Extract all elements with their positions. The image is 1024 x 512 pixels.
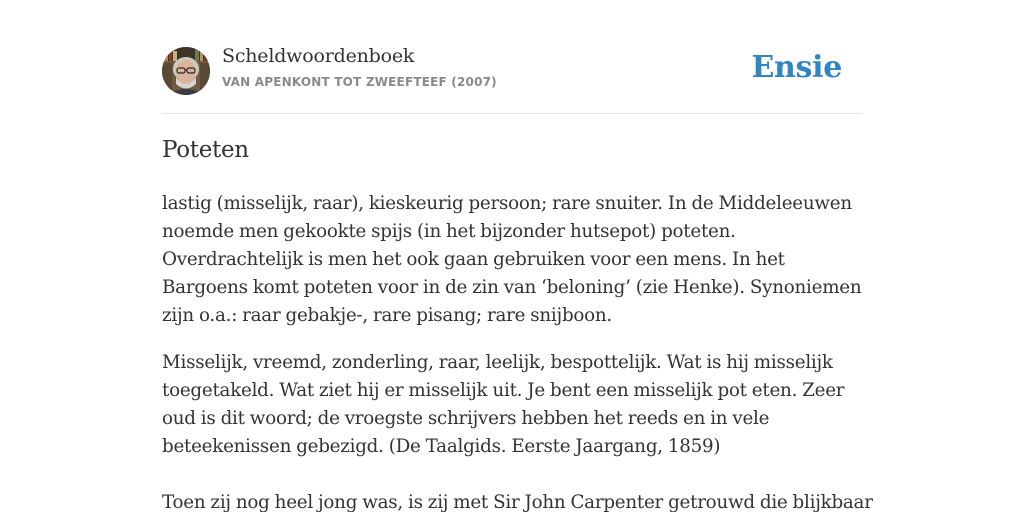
source-subtitle: VAN APENKONT TOT ZWEEFTEEF (2007): [222, 75, 497, 89]
entry-paragraph-definition: lastig (misselijk, raar), kieskeurig persoon; rare snuiter. In de Middeleeuwen noemde men gekookte spijs (in het bijzonder hutsepot) poteten. Overdrachtelijk is men het ook gaan gebruiken voor een mens. In het Bargoens komt poteten voor in de zin van ‘beloning’ (zie Henke). Synoniemen zijn o.a.: raar gebakje-, rare pisang; rare snijboon.: [162, 193, 862, 326]
content-container: [162, 0, 873, 512]
entry-title: Poteten: [162, 137, 249, 163]
ensie-logo[interactable]: Ensie: [751, 50, 842, 85]
source-header: [162, 0, 862, 114]
author-portrait-icon: [162, 47, 210, 95]
author-avatar[interactable]: [162, 47, 210, 95]
entry-paragraph-quote: Misselijk, vreemd, zonderling, raar, leelijk, bespottelijk. Wat is hij misselijk toegetakeld. Wat ziet hij er misselijk uit. Je bent een misselijk pot eten. Zeer oud is dit woord; de vroegste schrijvers hebben het reeds en in vele beteekenissen gebezigd. (De Taalgids. Eerste Jaargang, 1859): [162, 352, 845, 457]
entry-paragraph-continued: Toen zij nog heel jong was, is zij met Sir John Carpenter getrouwd die blijkbaar: [162, 492, 873, 512]
source-title[interactable]: Scheldwoordenboek: [222, 45, 415, 67]
